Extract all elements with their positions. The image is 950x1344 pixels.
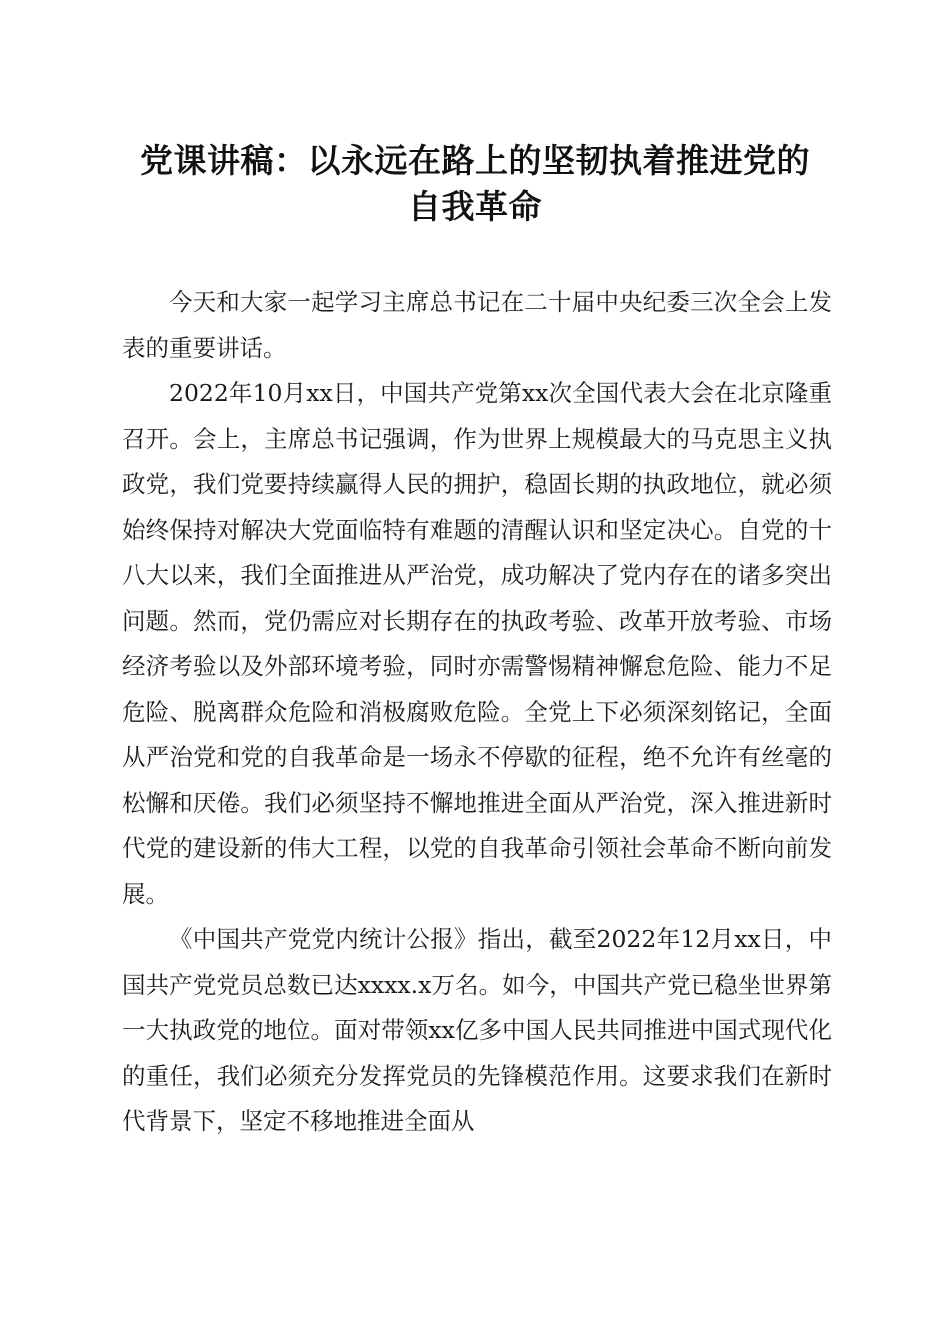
document-body	[122, 280, 832, 1145]
paragraph-3: 《中国共产党党内统计公报》指出，截至2022年12月xx日，中国共产党党员总数已达xxxx.x万名。如今，中国共产党已稳坐世界第一大执政党的地位。面对带领xx亿多中国人民共同推进中国式现代化的重任，我们必须充分发挥党员的先锋模范作用。这要求我们在新时代背景下，坚定不移地推进全面从	[122, 925, 832, 1135]
paragraph-1: 今天和大家一起学习主席总书记在二十届中央纪委三次全会上发表的重要讲话。	[122, 288, 832, 362]
title-line-1: 党课讲稿：以永远在路上的坚韧执着推进党的	[140, 141, 810, 180]
document-title	[100, 138, 850, 230]
paragraph-2: 2022年10月xx日，中国共产党第xx次全国代表大会在北京隆重召开。会上，主席总书记强调，作为世界上规模最大的马克思主义执政党，我们党要持续赢得人民的拥护，稳固长期的执政地位，就必须始终保持对解决大党面临特有难题的清醒认识和坚定决心。自党的十八大以来，我们全面推进从严治党，成功解决了党内存在的诸多突出问题。然而，党仍需应对长期存在的执政考验、改革开放考验、市场经济考验以及外部环境考验，同时亦需警惕精神懈怠危险、能力不足危险、脱离群众危险和消极腐败危险。全党上下必须深刻铭记，全面从严治党和党的自我革命是一场永不停歇的征程，绝不允许有丝毫的松懈和厌倦。我们必须坚持不懈地推进全面从严治党，深入推进新时代党的建设新的伟大工程，以党的自我革命引领社会革命不断向前发展。	[122, 379, 832, 908]
title-line-2: 自我革命	[408, 187, 542, 226]
